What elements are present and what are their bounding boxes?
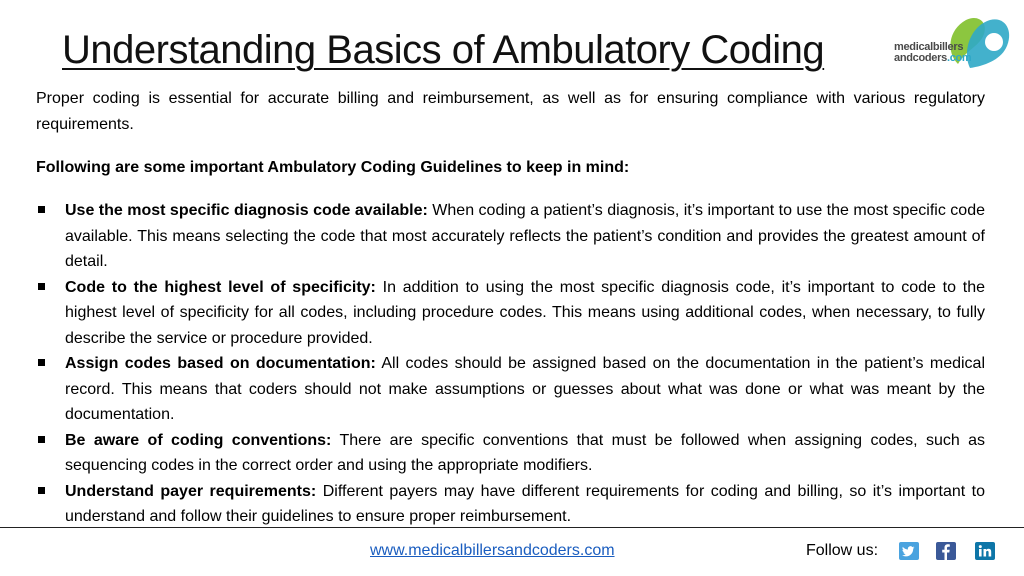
website-link[interactable]: www.medicalbillersandcoders.com xyxy=(370,542,615,559)
twitter-icon[interactable] xyxy=(899,542,919,560)
square-bullet-icon xyxy=(38,206,45,213)
square-bullet-icon xyxy=(38,283,45,290)
guideline-text: When coding a patient’s diagnosis, it’s important to use the most specific code available. This means selecting the code that most accurately reflects the patient’s condition and provides the greatest amount of detail. xyxy=(65,202,985,270)
guideline-heading: Use the most specific diagnosis code available: xyxy=(65,202,428,219)
linkedin-icon[interactable] xyxy=(975,542,995,560)
company-logo[interactable] xyxy=(866,12,1014,72)
page-title: Understanding Basics of Ambulatory Coding xyxy=(62,28,825,72)
footer-divider xyxy=(0,527,1024,528)
list-item xyxy=(36,351,985,428)
guideline-text: Different payers may have different requirements for coding and billing, so it’s important to understand and follow their guidelines to ensure proper reimbursement. xyxy=(65,482,986,525)
list-item xyxy=(36,428,985,479)
list-item xyxy=(36,479,985,530)
logo-text-com: .com xyxy=(946,52,972,64)
logo-wordmark xyxy=(894,42,971,64)
list-item xyxy=(36,275,985,352)
square-bullet-icon xyxy=(38,436,45,443)
list-item xyxy=(36,198,985,275)
guideline-text: There are specific conventions that must be followed when assigning codes, such as sequencing codes in the correct order and using the appropriate modifiers. xyxy=(65,431,986,474)
guideline-heading: Code to the highest level of specificity: xyxy=(65,278,376,296)
guideline-text: All codes should be assigned based on the documentation in the patient’s medical record. This means that coders should not make assumptions or guesses about what was done or what was meant by the documentation. xyxy=(65,355,986,423)
intro-paragraph: Proper coding is essential for accurate billing and reimbursement, as well as for ensuring compliance with various regulatory requirements. xyxy=(36,90,985,133)
logo-text-line1: medicalbillers xyxy=(894,41,964,53)
guideline-heading: Assign codes based on documentation: xyxy=(65,355,376,372)
square-bullet-icon xyxy=(38,359,45,366)
guidelines-lead: Following are some important Ambulatory Coding Guidelines to keep in mind: xyxy=(36,159,630,176)
guideline-heading: Be aware of coding conventions: xyxy=(65,431,332,449)
logo-text-line2: andcoders xyxy=(894,52,947,64)
guideline-text: In addition to using the most specific diagnosis code, it’s important to code to the highest level of specificity for all codes, including procedure codes. This means using additional codes, when necessary, to fully describe the service or procedure provided. xyxy=(65,278,986,347)
facebook-icon[interactable] xyxy=(936,542,956,560)
guidelines-list xyxy=(36,198,985,530)
square-bullet-icon xyxy=(38,487,45,494)
guideline-heading: Understand payer requirements: xyxy=(65,482,317,500)
follow-us-label: Follow us: xyxy=(806,542,879,559)
